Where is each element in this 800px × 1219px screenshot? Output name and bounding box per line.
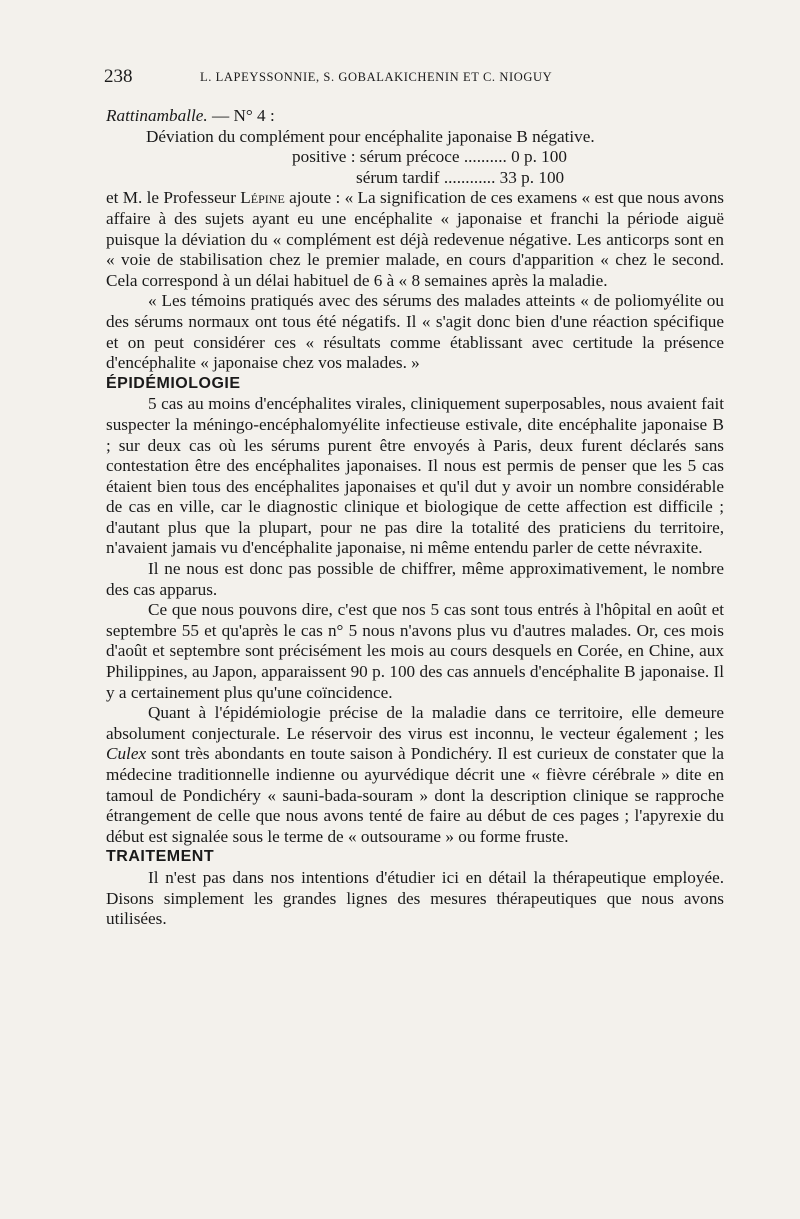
epid-p4-before: Quant à l'épidémiologie précise de la maladie dans ce territoire, elle demeure absolument conjecturale. Le réservoir des virus est inconnu, le vecteur également ; les bbox=[106, 703, 724, 743]
deviation-line-3: sérum tardif ............ 33 p. 100 bbox=[356, 167, 565, 187]
epid-paragraph-2: Il ne nous est donc pas possible de chiffrer, même approximativement, le nombre des cas apparus. bbox=[106, 559, 724, 599]
lepine-paragraph-2: « Les témoins pratiqués avec des sérums des malades atteints « de poliomyélite ou des sérums normaux ont tous été négatifs. Il « s'agit donc bien d'une réaction spécifique et on peut considérer ces « résultats comme établissant avec certitude la présence d'encéphalite « japonaise chez vos malades. » bbox=[106, 291, 724, 373]
lepine-intro: et M. le Professeur bbox=[106, 188, 241, 208]
case-heading bbox=[106, 106, 724, 127]
deviation-line-2: positive : sérum précoce .......... 0 p. 100 bbox=[292, 147, 567, 167]
trait-paragraph-1: Il n'est pas dans nos intentions d'étudier ici en détail la thérapeutique employée. Disons simplement les grandes lignes des mesures thérapeutiques que nous avons utilisées. bbox=[106, 867, 724, 929]
lepine-paragraph bbox=[106, 188, 724, 291]
section-title-traitement: TRAITEMENT bbox=[106, 848, 215, 866]
case-number: — N° 4 : bbox=[207, 106, 275, 125]
page-header bbox=[104, 66, 724, 88]
deviation-line-1: Déviation du complément pour encéphalite japonaise B négative. bbox=[146, 126, 595, 146]
running-title: L. LAPEYSSONNIE, S. GOBALAKICHENIN ET C. NIOGUY bbox=[200, 70, 553, 84]
epid-p4-after: sont très abondants en toute saison à Pondichéry. Il est curieux de constater que la médecine traditionnelle indienne ou ayurvédique décrit une « fièvre cérébrale » dite en tamoul de Pondichéry « sauni-bada-souram » dont la description clinique se rapproche étrangement de celle que nous avons tenté de faire au début de ces pages ; l'apyrexie du début est signalée sous le terme de « outsourame » ou forme fruste. bbox=[106, 744, 724, 846]
epid-paragraph-3: Ce que nous pouvons dire, c'est que nos 5 cas sont tous entrés à l'hôpital en août et septembre 55 et qu'après le cas n° 5 nous n'avons plus vu d'autres malades. Or, ces mois d'août et septembre sont précisément les mois au cours desquels en Corée, en Chine, aux Philippines, au Japon, apparaissent 90 p. 100 des cas annuels d'encéphalite B japonaise. Il y a certainement plus qu'une coïncidence. bbox=[106, 600, 724, 702]
epid-paragraph-1: 5 cas au moins d'encéphalites virales, cliniquement superposables, nous avaient fait suspecter la méningo-encéphalomyélite infectieuse estivale, dite encéphalite japonaise B ; sur deux cas où les sérums purent être envoyés à Paris, deux furent déclarés sans contestation être des encéphalites japonaises. Il nous est permis de penser que les 5 cas étaient bien tous des encéphalites japonaises et qu'il dut y avoir un nombre considérable de cas en ville, car le diagnostic clinique et biologique de cette affection est difficile ; d'autant plus que la plupart, pour ne pas dire la totalité des praticiens du territoire, n'avaient jamais vu d'encéphalite japonaise, ni même entendu parler de cette névraxite. bbox=[106, 394, 724, 558]
case-label: Rattinamballe. bbox=[106, 106, 208, 125]
lepine-quote: ajoute : « La signification de ces examens « est que nous avons affaire à des sujets ayant eu une encéphalite « japonaise et franchi la période aiguë puisque la déviation du « complément est déjà redevenue négative. Les anticorps sont en « voie de stabilisation chez le premier malade, en cours d'apparition « chez le second. Cela correspond à un délai habituel de 6 à « 8 semaines après la maladie. bbox=[106, 188, 724, 290]
section-title-epidemiologie: ÉPIDÉMIOLOGIE bbox=[106, 374, 241, 392]
page-number: 238 bbox=[104, 66, 133, 87]
lepine-name: Lépine bbox=[240, 188, 285, 208]
article-body bbox=[106, 106, 724, 930]
epid-paragraph-4 bbox=[106, 703, 724, 847]
culex-term: Culex bbox=[106, 744, 147, 764]
deviation-results bbox=[106, 127, 724, 189]
